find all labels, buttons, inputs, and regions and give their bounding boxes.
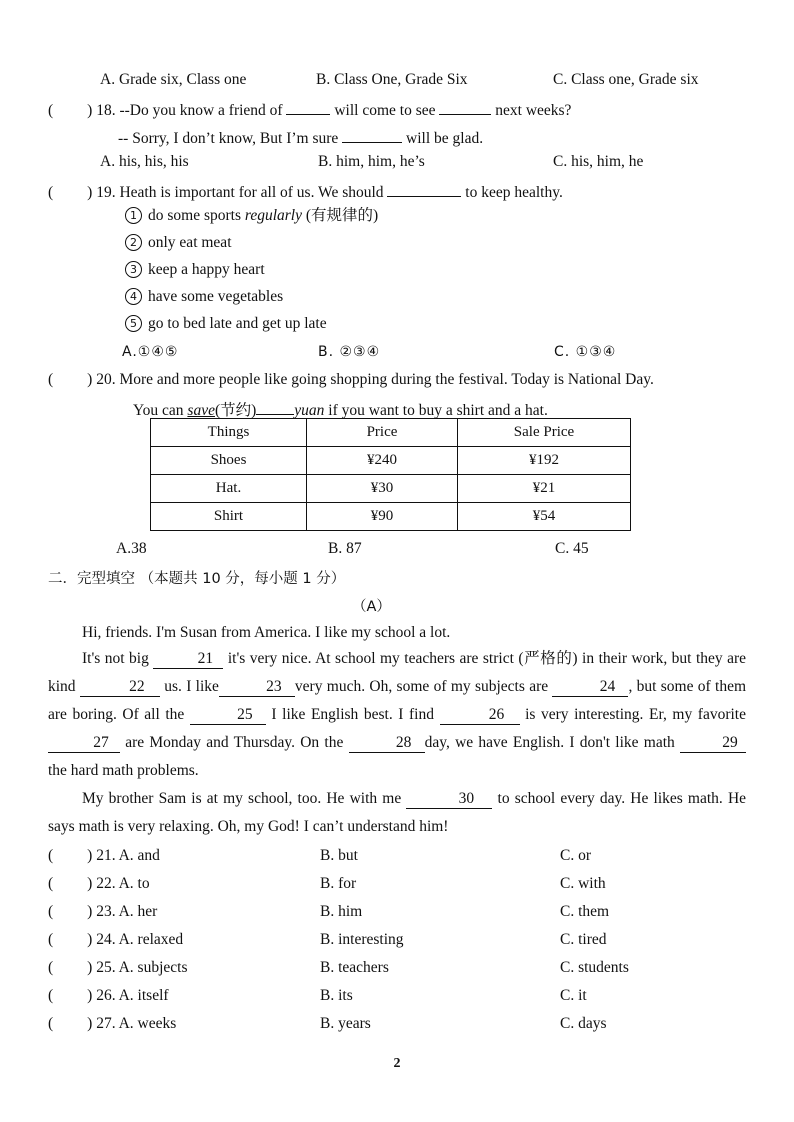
- option-a: ) 24. A. relaxed: [87, 931, 184, 948]
- option-a: ) 26. A. itself: [87, 987, 169, 1004]
- circled-number-icon: 4: [125, 288, 142, 305]
- option-a: ) 27. A. weeks: [87, 1015, 177, 1032]
- q17-option-a: A. Grade six, Class one: [100, 71, 247, 88]
- cloze-blank-24[interactable]: 24: [552, 679, 628, 697]
- q17-option-b: B. Class One, Grade Six: [316, 71, 468, 88]
- q17-option-c: C. Class one, Grade six: [553, 71, 699, 88]
- passage-text: are Monday and Thursday. On the: [125, 734, 344, 751]
- q18-option-a: A. his, his, his: [100, 153, 189, 170]
- passage-text: My brother Sam is at my school, too. He with me: [82, 790, 402, 807]
- cloze-blank-21[interactable]: 21: [153, 651, 223, 669]
- passage-text: I like English best. I find: [271, 706, 434, 723]
- cloze-blank-23[interactable]: 23: [219, 679, 295, 697]
- option-row-24: [48, 930, 183, 950]
- circled-number-icon: 1: [125, 207, 142, 224]
- option-c: C. or: [560, 847, 591, 864]
- q20-text: ) 20. More and more people like going shopping during the festival. Today is National Day.: [87, 371, 654, 388]
- q19-text-end: to keep healthy.: [465, 184, 563, 201]
- passage-paragraph-3: [48, 785, 746, 841]
- table-cell: Hat.: [151, 475, 307, 503]
- cloze-blank-26[interactable]: 26: [440, 707, 520, 725]
- table-cell: ¥54: [458, 503, 631, 531]
- q19-item-italic: regularly: [244, 207, 302, 224]
- answer-paren-open: (: [48, 931, 54, 948]
- passage-text: It's not big: [82, 650, 149, 667]
- q18-blank-1[interactable]: [286, 97, 330, 115]
- option-row-22: [48, 874, 150, 894]
- q18-text: ) 18. --Do you know a friend of: [87, 102, 283, 119]
- option-row-23: [48, 902, 157, 922]
- answer-paren-open: (: [48, 1015, 54, 1032]
- q20-option-b: B. 87: [328, 540, 362, 557]
- cloze-blank-27[interactable]: 27: [48, 735, 120, 753]
- q20-text-you-can: You can: [133, 402, 184, 419]
- option-b: B. him: [320, 903, 363, 920]
- option-c: C. them: [560, 903, 610, 920]
- option-b: B. interesting: [320, 931, 404, 948]
- passage-paragraph-1: Hi, friends. I'm Susan from America. I like my school a lot.: [82, 624, 451, 641]
- cloze-blank-25[interactable]: 25: [190, 707, 266, 725]
- q20-cn: (节约): [214, 402, 257, 419]
- q19-item-text: only eat meat: [148, 234, 232, 251]
- q19-option-b: B. ②③④: [318, 344, 381, 360]
- table-cell: ¥90: [307, 503, 458, 531]
- q18-text-end: next weeks?: [495, 102, 572, 119]
- option-b: B. but: [320, 847, 358, 864]
- q19-item-cn: (有规律的): [305, 207, 379, 224]
- q19-blank[interactable]: [387, 179, 461, 197]
- answer-paren-open: (: [48, 371, 54, 388]
- table-header: Things: [151, 419, 307, 447]
- table-header: Price: [307, 419, 458, 447]
- passage-paragraph-2: [48, 645, 746, 785]
- price-table: [150, 418, 631, 531]
- q19-item-4: [125, 287, 283, 307]
- section-title: 二．完型填空 （本题共 10 分，每小题 1 分）: [48, 571, 346, 587]
- q20-option-a: A.38: [116, 540, 147, 557]
- q19-item-text: have some vegetables: [148, 288, 284, 305]
- answer-paren-open: (: [48, 903, 54, 920]
- cloze-blank-30[interactable]: 30: [406, 791, 492, 809]
- q19-option-c: C. ①③④: [554, 344, 617, 360]
- passage-text: , but some of them are boring. Of all the: [48, 678, 747, 723]
- option-c: C. with: [560, 875, 606, 892]
- q19-item-text: do some sports: [148, 207, 241, 224]
- table-header: Sale Price: [458, 419, 631, 447]
- q18-line-2: [118, 125, 483, 149]
- q20-text-end: if you want to buy a shirt and a hat.: [328, 402, 548, 419]
- option-a: ) 22. A. to: [87, 875, 150, 892]
- q18-line2-text: -- Sorry, I don’t know, But I’m sure: [118, 130, 339, 147]
- passage-text: to school every day. He likes math. He says math is very relaxing. Oh, my God! I can’t understand him!: [48, 790, 747, 835]
- passage-text: the hard math problems.: [48, 762, 199, 779]
- passage-text: is very interesting. Er, my favorite: [525, 706, 746, 723]
- q19-item-text: keep a happy heart: [148, 261, 265, 278]
- q19-item-3: [125, 260, 265, 280]
- q20-option-c: C. 45: [555, 540, 589, 557]
- q19-text: ) 19. Heath is important for all of us. We should: [87, 184, 384, 201]
- q18-blank-3[interactable]: [342, 125, 402, 143]
- answer-paren-open: (: [48, 875, 54, 892]
- q19-option-a: A.①④⑤: [122, 344, 179, 360]
- q18-question: [48, 97, 571, 121]
- circled-number-icon: 5: [125, 315, 142, 332]
- q20-blank[interactable]: [256, 397, 294, 415]
- option-b: B. teachers: [320, 959, 389, 976]
- option-a: ) 23. A. her: [87, 903, 158, 920]
- passage-text: very much. Oh, some of my subjects are: [294, 678, 549, 695]
- table-cell: ¥240: [307, 447, 458, 475]
- table-cell: ¥192: [458, 447, 631, 475]
- q19-item-1: [125, 206, 378, 226]
- option-b: B. its: [320, 987, 353, 1004]
- table-cell: ¥30: [307, 475, 458, 503]
- table-cell: Shirt: [151, 503, 307, 531]
- table-header-row: [151, 419, 631, 447]
- table-row: [151, 475, 631, 503]
- option-b: B. years: [320, 1015, 371, 1032]
- q20-word-save: save: [187, 402, 215, 419]
- q18-blank-2[interactable]: [439, 97, 491, 115]
- q18-option-b: B. him, him, he’s: [318, 153, 425, 170]
- cloze-blank-29[interactable]: 29: [680, 735, 746, 753]
- circled-number-icon: 2: [125, 234, 142, 251]
- passage-text: day, we have English. I don't like math: [424, 734, 675, 751]
- table-row: [151, 447, 631, 475]
- answer-paren-open: (: [48, 184, 54, 201]
- section-subtitle: （A）: [352, 599, 391, 615]
- option-row-26: [48, 986, 169, 1006]
- option-c: C. it: [560, 987, 587, 1004]
- cloze-blank-22[interactable]: 22: [80, 679, 160, 697]
- option-c: C. tired: [560, 931, 607, 948]
- q18-line2-end: will be glad.: [406, 130, 484, 147]
- answer-paren-open: (: [48, 102, 54, 119]
- option-row-27: [48, 1014, 176, 1034]
- passage-text: it's very nice. At school my teachers are strict (严格的) in their work, but they are kind: [48, 650, 747, 695]
- table-row: [151, 503, 631, 531]
- answer-paren-open: (: [48, 987, 54, 1004]
- option-c: C. days: [560, 1015, 607, 1032]
- option-a: ) 21. A. and: [87, 847, 160, 864]
- q19-item-5: [125, 314, 327, 334]
- q20-yuan: yuan: [294, 402, 325, 419]
- answer-paren-open: (: [48, 959, 54, 976]
- cloze-blank-28[interactable]: 28: [349, 735, 425, 753]
- q19-item-text: go to bed late and get up late: [148, 315, 327, 332]
- option-a: ) 25. A. subjects: [87, 959, 188, 976]
- option-c: C. students: [560, 959, 629, 976]
- table-cell: ¥21: [458, 475, 631, 503]
- option-row-25: [48, 958, 187, 978]
- circled-number-icon: 3: [125, 261, 142, 278]
- q18-option-c: C. his, him, he: [553, 153, 644, 170]
- q20-question: [48, 370, 654, 390]
- q18-text-mid: will come to see: [334, 102, 436, 119]
- q19-question: [48, 179, 563, 203]
- table-cell: Shoes: [151, 447, 307, 475]
- q19-item-2: [125, 233, 232, 253]
- passage-text: us. I like: [164, 678, 219, 695]
- page-number: 2: [393, 1056, 401, 1071]
- answer-paren-open: (: [48, 847, 54, 864]
- option-b: B. for: [320, 875, 357, 892]
- option-row-21: [48, 846, 160, 866]
